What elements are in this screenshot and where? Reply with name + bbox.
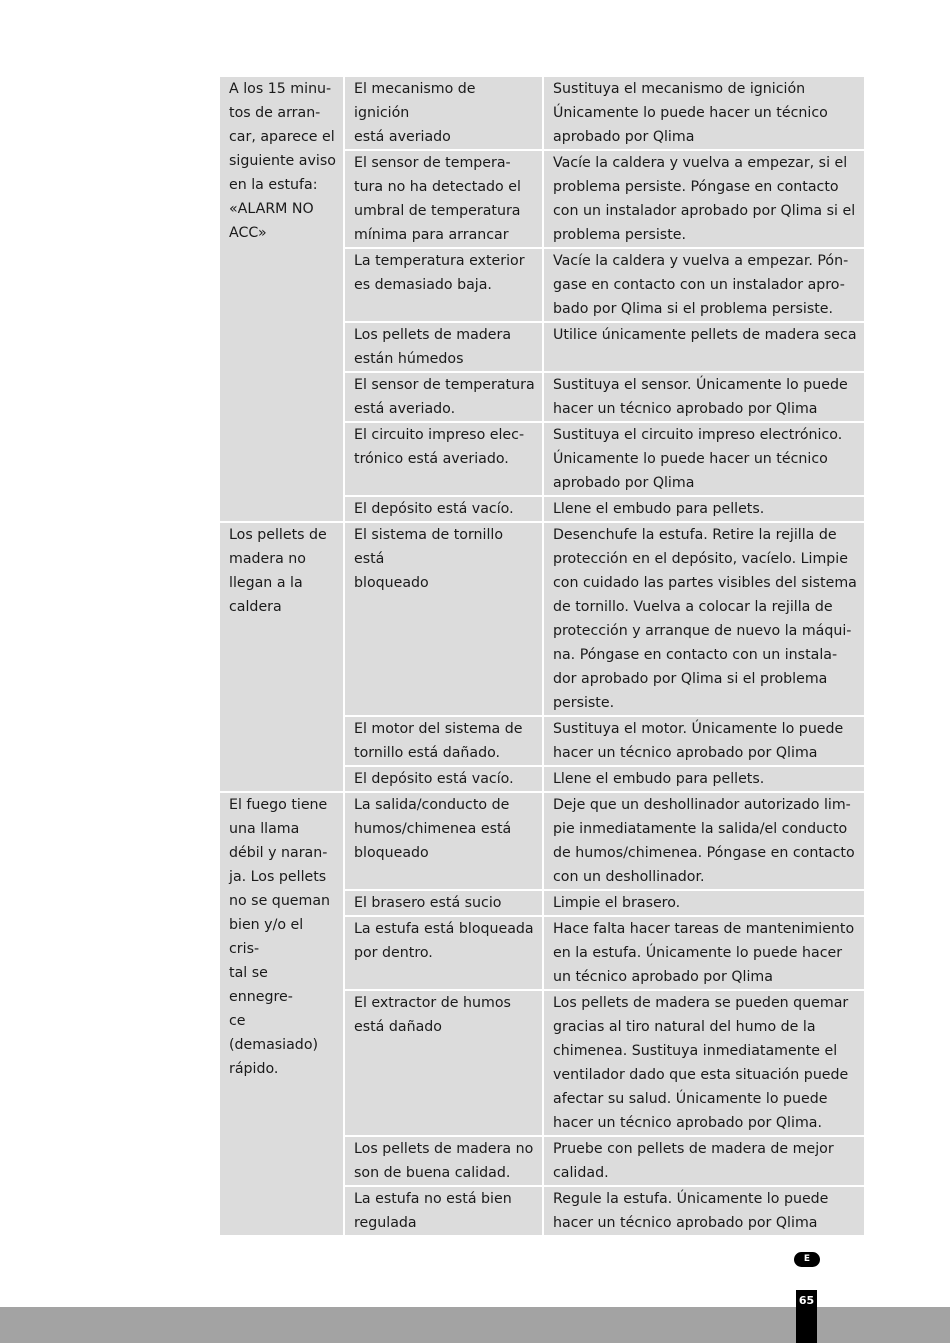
cause-cell: El sensor de temperatura está averiado. [344, 372, 543, 422]
solution-cell: Desenchufe la estufa. Retire la rejilla de protección en el depósito, vacíelo. Limpie con cuidado las partes visibles del sistema de tornillo. Vuelva a colocar la rejilla de protección y arranque de nuevo la máqui- na. Póngase en contacto con un instala- dor aprobado por Qlima si el problema persiste. [543, 522, 865, 716]
page-number: 65 [796, 1290, 817, 1343]
table-row [219, 792, 865, 890]
troubleshooting-table [218, 75, 866, 1237]
cause-cell: La estufa está bloqueada por dentro. [344, 916, 543, 990]
language-badge: E [794, 1252, 820, 1267]
solution-cell: Utilice únicamente pellets de madera seca [543, 322, 865, 372]
table-row [219, 522, 865, 716]
solution-cell: Pruebe con pellets de madera de mejor calidad. [543, 1136, 865, 1186]
problem-cell: A los 15 minu- tos de arran- car, aparece el siguiente aviso en la estufa: «ALARM NO ACC» [219, 76, 344, 522]
cause-cell: El depósito está vacío. [344, 766, 543, 792]
solution-cell: Vacíe la caldera y vuelva a empezar. Pón- gase en contacto con un instalador apro- bado por Qlima si el problema persiste. [543, 248, 865, 322]
cause-cell: El sensor de tempera- tura no ha detectado el umbral de temperatura mínima para arrancar [344, 150, 543, 248]
solution-cell: Vacíe la caldera y vuelva a empezar, si el problema persiste. Póngase en contacto con un instalador aprobado por Qlima si el problema persiste. [543, 150, 865, 248]
solution-cell: Llene el embudo para pellets. [543, 766, 865, 792]
cause-cell: El motor del sistema de tornillo está dañado. [344, 716, 543, 766]
cause-cell: La temperatura exterior es demasiado baja. [344, 248, 543, 322]
solution-cell: Regule la estufa. Únicamente lo puede hacer un técnico aprobado por Qlima [543, 1186, 865, 1236]
table-row [219, 76, 865, 150]
solution-cell: Sustituya el mecanismo de ignición Únicamente lo puede hacer un técnico aprobado por Qlima [543, 76, 865, 150]
problem-cell: Los pellets de madera no llegan a la caldera [219, 522, 344, 792]
problem-cell: El fuego tiene una llama débil y naran- ja. Los pellets no se queman bien y/o el cris- tal se ennegre- ce (demasiado) rápido. [219, 792, 344, 1236]
cause-cell: El depósito está vacío. [344, 496, 543, 522]
solution-cell: Sustituya el sensor. Únicamente lo puede hacer un técnico aprobado por Qlima [543, 372, 865, 422]
cause-cell: El brasero está sucio [344, 890, 543, 916]
cause-cell: La salida/conducto de humos/chimenea está bloqueado [344, 792, 543, 890]
cause-cell: El extractor de humos está dañado [344, 990, 543, 1136]
solution-cell: Hace falta hacer tareas de mantenimiento en la estufa. Únicamente lo puede hacer un técnico aprobado por Qlima [543, 916, 865, 990]
troubleshooting-table-body [219, 76, 865, 1236]
solution-cell: Limpie el brasero. [543, 890, 865, 916]
solution-cell: Los pellets de madera se pueden quemar gracias al tiro natural del humo de la chimenea. Sustituya inmediatamente el ventilador dado que esta situación puede afectar su salud. Únicamente lo puede hacer un técnico aprobado por Qlima. [543, 990, 865, 1136]
cause-cell: Los pellets de madera están húmedos [344, 322, 543, 372]
cause-cell: La estufa no está bien regulada [344, 1186, 543, 1236]
solution-cell: Sustituya el motor. Únicamente lo puede hacer un técnico aprobado por Qlima [543, 716, 865, 766]
solution-cell: Deje que un deshollinador autorizado lim- pie inmediatamente la salida/el conducto de humos/chimenea. Póngase en contacto con un deshollinador. [543, 792, 865, 890]
solution-cell: Sustituya el circuito impreso electrónico. Únicamente lo puede hacer un técnico aprobado por Qlima [543, 422, 865, 496]
cause-cell: El circuito impreso elec- trónico está averiado. [344, 422, 543, 496]
cause-cell: Los pellets de madera no son de buena calidad. [344, 1136, 543, 1186]
cause-cell: El mecanismo de ignición está averiado [344, 76, 543, 150]
solution-cell: Llene el embudo para pellets. [543, 496, 865, 522]
cause-cell: El sistema de tornillo está bloqueado [344, 522, 543, 716]
